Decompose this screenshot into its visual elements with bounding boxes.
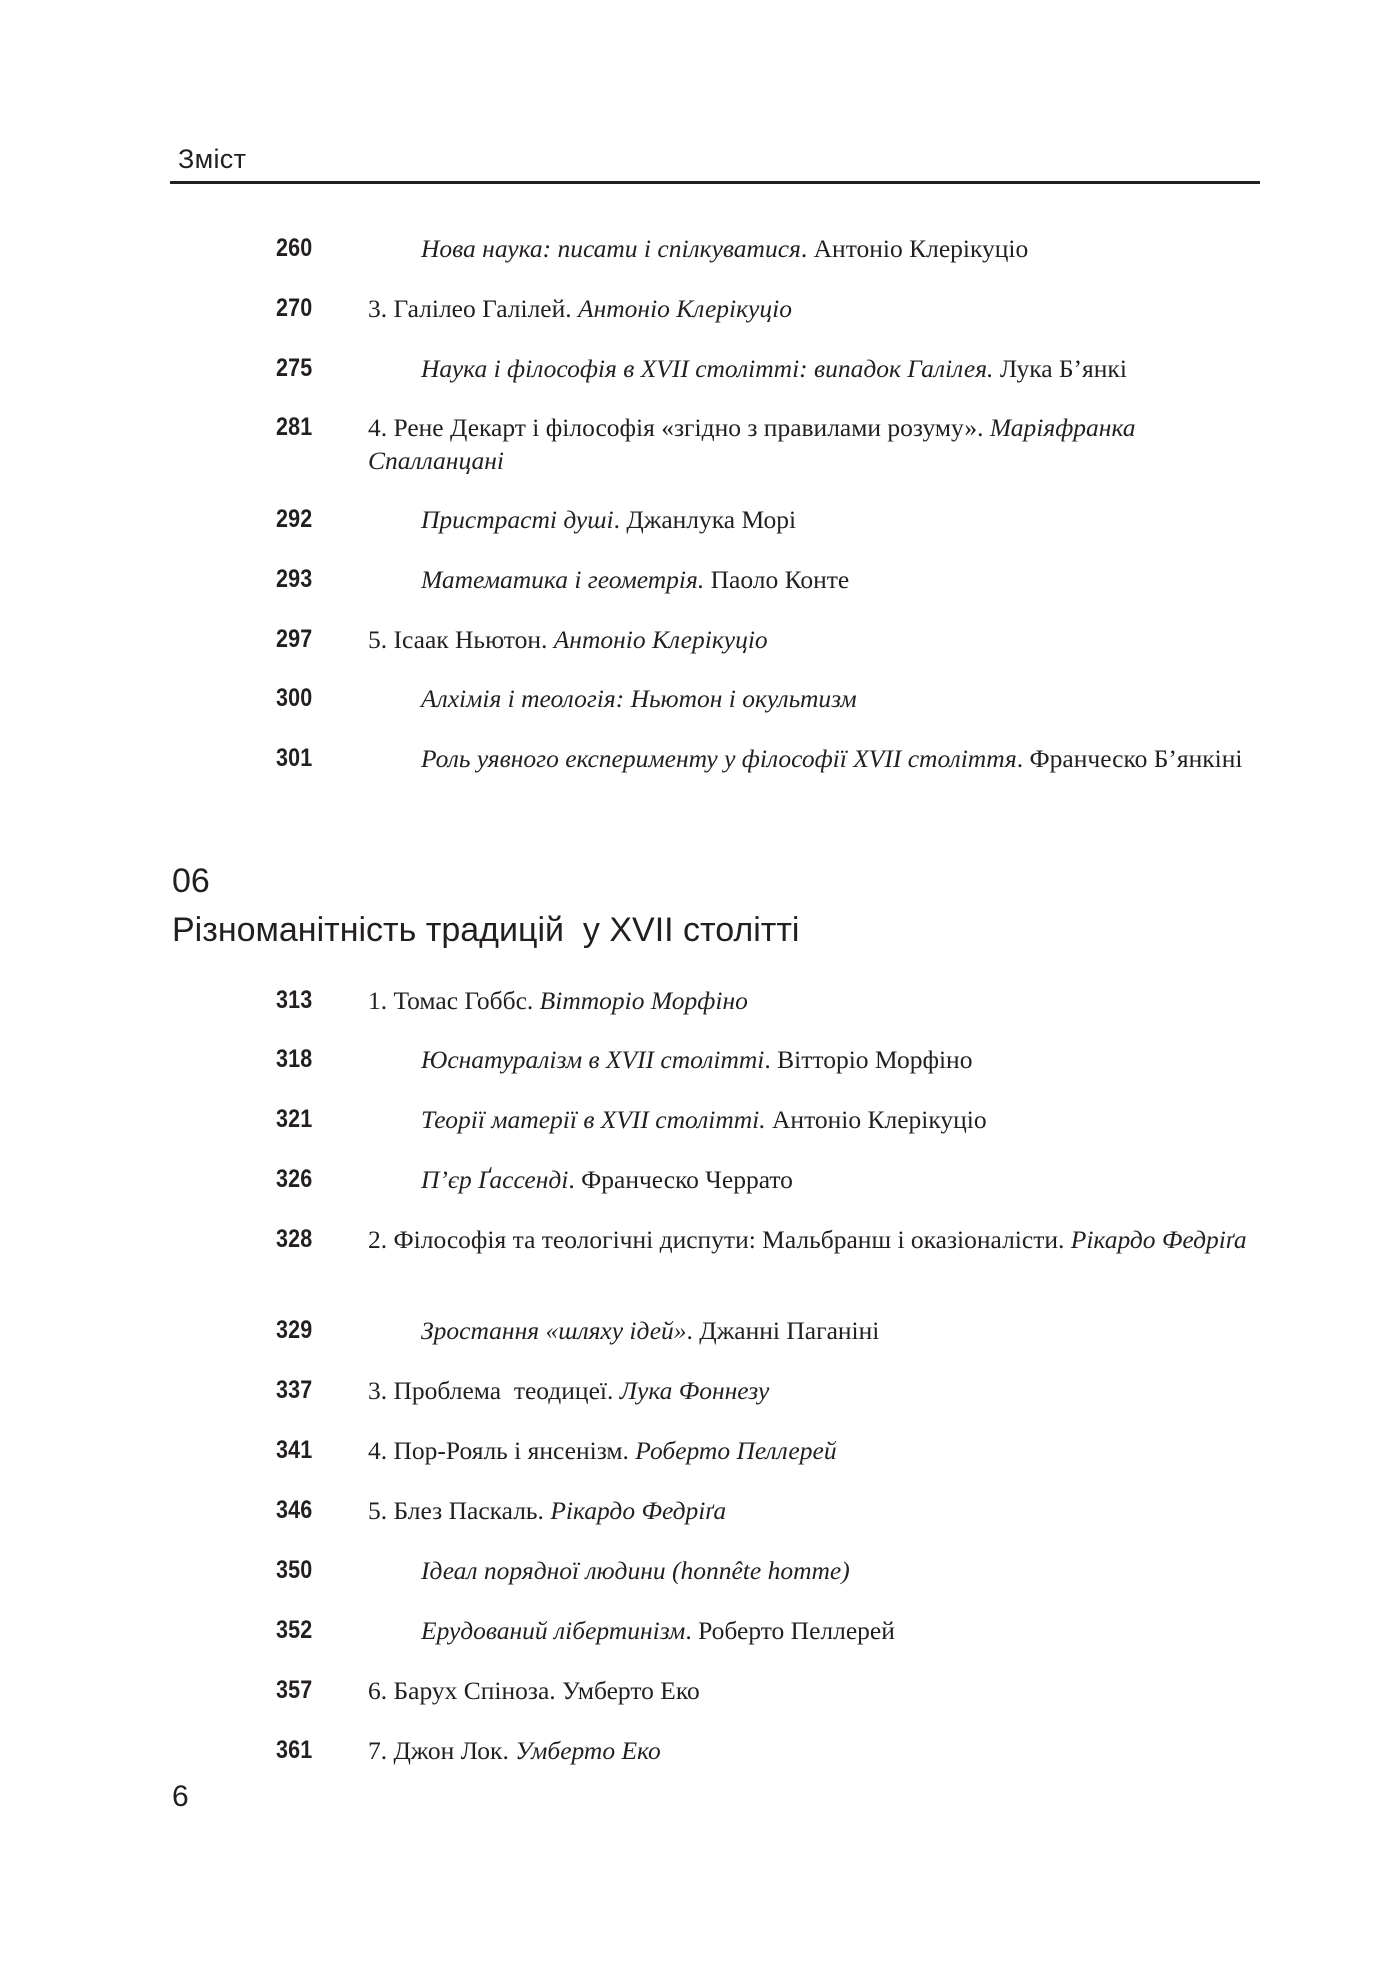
entry-author: Антоніо Клерікуціо <box>813 234 1029 263</box>
entry-text <box>368 503 1248 536</box>
entry-author: Вітторіо Морфіно <box>539 986 748 1015</box>
entry-text <box>368 623 1248 656</box>
page-number: 350 <box>276 1556 313 1584</box>
entry-author: Антоніо Клерікуціо <box>553 625 768 654</box>
entry-text <box>368 352 1248 385</box>
entry-author: Роберто Пеллерей <box>698 1616 895 1645</box>
page-number: 346 <box>276 1496 313 1524</box>
entry-author: Джанні Паганіні <box>699 1316 880 1345</box>
page-number: 301 <box>276 744 313 772</box>
entry-separator: . <box>764 1045 778 1074</box>
page-number: 352 <box>276 1616 313 1644</box>
entry-author: Роберто Пеллерей <box>635 1436 837 1465</box>
entry-text <box>368 984 1248 1017</box>
entry-text <box>368 1223 1248 1256</box>
page-number: 281 <box>276 413 313 441</box>
entry-author: Рікардо Федріґа <box>550 1496 727 1525</box>
page-number: 270 <box>276 294 313 322</box>
entry-title: Ерудований лібертинізм <box>421 1616 686 1645</box>
page-number: 260 <box>276 234 313 262</box>
entry-text <box>368 411 1248 477</box>
page-number: 329 <box>276 1316 313 1344</box>
entry-text <box>368 1734 1248 1767</box>
entry-title: Юснатуралізм в XVII столітті <box>421 1045 765 1074</box>
entry-text <box>368 742 1248 775</box>
entry-text <box>368 1163 1248 1196</box>
page-number: 328 <box>276 1225 313 1253</box>
entry-text <box>368 1494 1248 1527</box>
page-number: 337 <box>276 1376 313 1404</box>
page-number: 341 <box>276 1436 313 1464</box>
entry-title: Роль уявного експерименту у філософії XVII століття <box>421 744 1017 773</box>
entry-separator: . <box>800 234 814 263</box>
page-number: 313 <box>276 986 313 1014</box>
entry-text <box>368 232 1248 265</box>
entry-title: П’єр Ґассенді <box>421 1165 569 1194</box>
entry-title: Теорії матерії в XVII столітті. <box>421 1105 766 1134</box>
entry-separator: . <box>1016 744 1030 773</box>
entry-title: 3. Галілео Галілей. <box>368 294 579 323</box>
entry-title: 2. Філософія та теологічні диспути: Мальбранш і оказіоналісти. <box>368 1225 1071 1254</box>
page-number: 297 <box>276 625 313 653</box>
page-folio: 6 <box>172 1780 189 1813</box>
section-number: 06 <box>172 862 210 900</box>
entry-author: Антоніо Клерікуціо <box>772 1105 987 1134</box>
entry-text <box>368 1103 1248 1136</box>
entry-title: 6. Барух Спіноза. <box>368 1676 563 1705</box>
entry-text <box>368 682 1248 715</box>
page-number: 357 <box>276 1676 313 1704</box>
page-number: 293 <box>276 565 313 593</box>
entry-author: Вітторіо Морфіно <box>777 1045 973 1074</box>
entry-text <box>368 1314 1248 1347</box>
header-rule <box>170 181 1260 184</box>
entry-title: 5. Ісаак Ньютон. <box>368 625 554 654</box>
entry-text <box>368 1043 1248 1076</box>
entry-author: Умберто Еко <box>515 1736 661 1765</box>
entry-author: Лука Б’янкі <box>999 354 1127 383</box>
entry-author: Лука Фоннезу <box>619 1376 770 1405</box>
entry-title: 1. Томас Гоббс. <box>368 986 540 1015</box>
entry-author: Антоніо Клерікуціо <box>578 294 792 323</box>
entry-author: Франческо Б’янкіні <box>1029 744 1243 773</box>
entry-title: Алхімія і теологія: Ньютон і окультизм <box>421 684 857 713</box>
section-title: Різноманітність традицій у XVII столітті <box>172 911 800 949</box>
entry-author: Паоло Конте <box>710 565 850 594</box>
entry-text <box>368 1554 1248 1587</box>
entry-title: Ідеал порядної людини (honnête homme) <box>421 1556 850 1585</box>
entry-text <box>368 1434 1248 1467</box>
entry-title: Зростання «шляху ідей» <box>421 1316 687 1345</box>
page-number: 300 <box>276 684 313 712</box>
entry-title: 4. Рене Декарт і філософія «згідно з правилами розуму». <box>368 413 990 442</box>
entry-title: Математика і геометрія. <box>421 565 705 594</box>
entry-title: 4. Пор-Рояль і янсенізм. <box>368 1436 636 1465</box>
running-head: Зміст <box>178 144 247 174</box>
page-number: 292 <box>276 505 313 533</box>
entry-separator: . <box>685 1616 699 1645</box>
entry-separator: . <box>613 505 627 534</box>
entry-title: 3. Проблема теодицеї. <box>368 1376 620 1405</box>
page-number: 326 <box>276 1165 313 1193</box>
entry-text <box>368 563 1248 596</box>
entry-text <box>368 1614 1248 1647</box>
entry-title: 7. Джон Лок. <box>368 1736 516 1765</box>
entry-title: Нова наука: писати і спілкуватися <box>421 234 801 263</box>
entry-author: Рікардо Федріґа <box>1070 1225 1247 1254</box>
entry-author: Франческо Черрато <box>581 1165 793 1194</box>
entry-author: Джанлука Морі <box>626 505 797 534</box>
entry-author: Умберто Еко <box>562 1676 700 1705</box>
page-number: 321 <box>276 1105 313 1133</box>
entry-title: Наука і філософія в XVII столітті: випадок Галілея. <box>421 354 994 383</box>
page-number: 275 <box>276 354 313 382</box>
entry-text <box>368 292 1248 325</box>
page-number: 361 <box>276 1736 313 1764</box>
entry-title: 5. Блез Паскаль. <box>368 1496 551 1525</box>
entry-separator: . <box>686 1316 700 1345</box>
entry-text <box>368 1674 1248 1707</box>
entry-title: Пристрасті душі <box>421 505 614 534</box>
entry-text <box>368 1374 1248 1407</box>
page-number: 318 <box>276 1045 313 1073</box>
entry-author: Маріяфранка Спалланцані <box>368 413 1136 475</box>
entry-separator: . <box>568 1165 582 1194</box>
